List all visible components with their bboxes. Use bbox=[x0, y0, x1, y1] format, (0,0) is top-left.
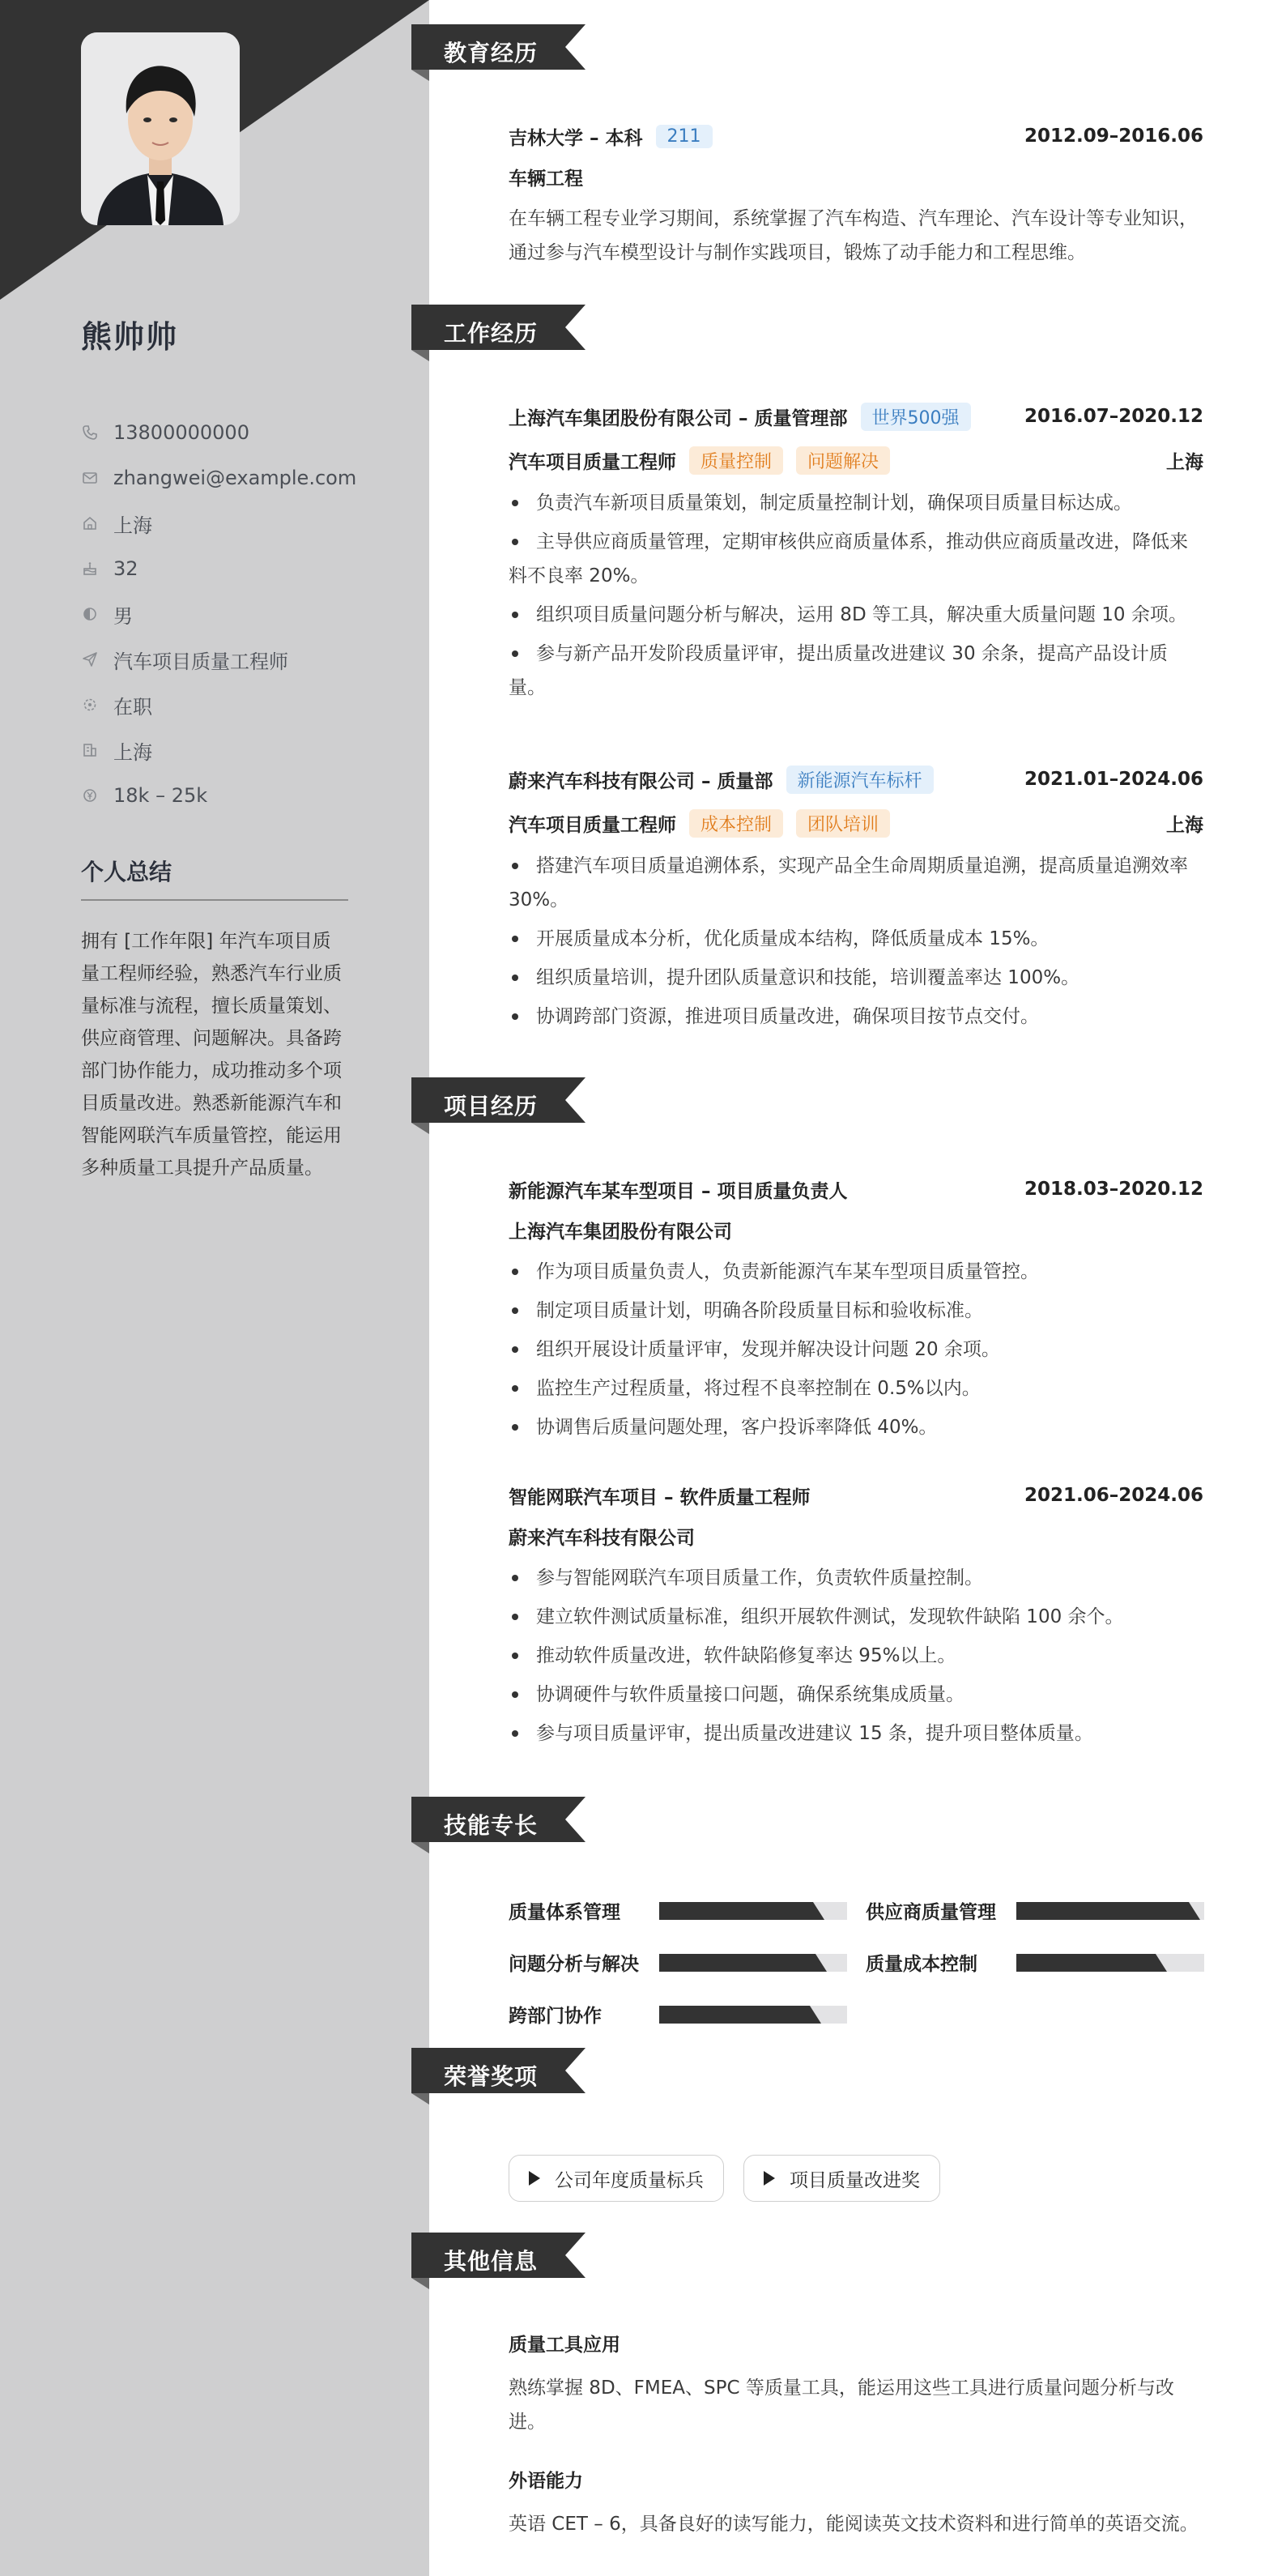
project-entry bbox=[509, 1173, 1203, 1449]
major: 车辆工程 bbox=[509, 168, 583, 190]
award-chip bbox=[509, 2155, 724, 2202]
list-item: 组织质量培训，提升团队质量意识和技能，培训覆盖率达 100%。 bbox=[509, 961, 1203, 995]
cake-icon bbox=[81, 560, 99, 578]
info-status bbox=[81, 682, 356, 727]
play-icon bbox=[764, 2171, 775, 2186]
candidate-name: 熊帅帅 bbox=[81, 319, 179, 355]
info-work-city bbox=[81, 727, 356, 773]
project-date: 2018.03–2020.12 bbox=[1024, 1179, 1203, 1200]
award-label: 公司年度质量标兵 bbox=[555, 2169, 704, 2191]
sidebar bbox=[0, 0, 429, 2576]
gender-icon bbox=[81, 605, 99, 623]
other-text: 熟练掌握 8D、FMEA、SPC 等质量工具，能运用这些工具进行质量问题分析与改进。 bbox=[509, 2378, 1174, 2433]
home-icon bbox=[81, 514, 99, 532]
skill-name: 质量体系管理 bbox=[509, 1902, 620, 1923]
skill-tag: 质量控制 bbox=[689, 446, 783, 475]
company-name: 蔚来汽车科技有限公司 – 质量部 bbox=[509, 770, 773, 792]
info-phone bbox=[81, 410, 356, 455]
status-icon bbox=[81, 696, 99, 714]
list-item: 主导供应商质量管理，定期审核供应商质量体系，推动供应商质量改进，降低来料不良率 20%。 bbox=[509, 525, 1203, 593]
email-text: zhangwei@example.com bbox=[113, 467, 357, 489]
info-gender bbox=[81, 591, 356, 637]
other-title: 质量工具应用 bbox=[509, 2335, 620, 2356]
summary-divider bbox=[81, 899, 348, 901]
info-residence bbox=[81, 501, 356, 546]
section-title-work: 工作经历 bbox=[444, 320, 539, 347]
project-name: 新能源汽车某车型项目 – 项目质量负责人 bbox=[509, 1180, 848, 1202]
skill-bar-fill bbox=[1016, 1954, 1204, 1972]
project-name: 智能网联汽车项目 – 软件质量工程师 bbox=[509, 1486, 811, 1508]
phone-text: 13800000000 bbox=[113, 421, 249, 444]
other-title: 外语能力 bbox=[509, 2471, 583, 2492]
list-item: 监控生产过程质量，将过程不良率控制在 0.5%以内。 bbox=[509, 1371, 1203, 1405]
section-title-education: 教育经历 bbox=[444, 40, 539, 66]
job-role: 汽车项目质量工程师 bbox=[509, 814, 676, 836]
work-city-text: 上海 bbox=[113, 740, 152, 764]
section-title-projects: 项目经历 bbox=[444, 1093, 539, 1120]
work-city: 上海 bbox=[1166, 814, 1203, 836]
award-label: 项目质量改进奖 bbox=[790, 2169, 920, 2191]
job-role: 汽车项目质量工程师 bbox=[509, 451, 676, 473]
contact-info-list bbox=[81, 410, 356, 818]
list-item: 作为项目质量负责人，负责新能源汽车某车型项目质量管控。 bbox=[509, 1255, 1203, 1289]
list-item: 协调售后质量问题处理，客户投诉率降低 40%。 bbox=[509, 1410, 1203, 1444]
skill-bar bbox=[659, 1954, 847, 1972]
salary-icon bbox=[81, 787, 99, 804]
list-item: 参与项目质量评审，提出质量改进建议 15 条，提升项目整体质量。 bbox=[509, 1717, 1203, 1751]
skill-name: 跨部门协作 bbox=[509, 2006, 602, 2027]
skill-item bbox=[866, 1897, 1204, 1924]
project-company: 上海汽车集团股份有限公司 bbox=[509, 1222, 732, 1243]
skill-bar-fill bbox=[659, 1954, 847, 1972]
mail-icon bbox=[81, 469, 99, 487]
other-entry bbox=[509, 2466, 1203, 2541]
list-item: 协调跨部门资源，推进项目质量改进，确保项目按节点交付。 bbox=[509, 1000, 1203, 1034]
work-date: 2016.07–2020.12 bbox=[1024, 406, 1203, 427]
skill-item bbox=[866, 1949, 1204, 1976]
gender-text: 男 bbox=[113, 604, 133, 628]
list-item: 组织开展设计质量评审，发现并解决设计问题 20 余项。 bbox=[509, 1333, 1203, 1367]
section-head-skills bbox=[411, 1797, 598, 1866]
section-title-other: 其他信息 bbox=[444, 2248, 539, 2275]
section-head-work bbox=[411, 305, 598, 374]
skill-tag: 问题解决 bbox=[796, 446, 890, 475]
residence-text: 上海 bbox=[113, 514, 152, 537]
education-date: 2012.09–2016.06 bbox=[1024, 126, 1203, 147]
project-bullets bbox=[509, 1255, 1203, 1444]
skill-name: 问题分析与解决 bbox=[509, 1954, 639, 1975]
skill-bar-fill bbox=[659, 2006, 847, 2024]
project-date: 2021.06–2024.06 bbox=[1024, 1485, 1203, 1506]
school-tag: 211 bbox=[656, 125, 713, 148]
section-head-projects bbox=[411, 1077, 598, 1147]
other-text: 英语 CET – 6，具备良好的读写能力，能阅读英文技术资料和进行简单的英语交流。 bbox=[509, 2514, 1199, 2535]
summary-title: 个人总结 bbox=[81, 859, 172, 885]
company-tag: 世界500强 bbox=[861, 403, 971, 431]
building-icon bbox=[81, 741, 99, 759]
work-city: 上海 bbox=[1166, 451, 1203, 473]
work-entry bbox=[509, 763, 1203, 1039]
school-name: 吉林大学 – 本科 bbox=[509, 127, 643, 149]
other-entry bbox=[509, 2330, 1203, 2439]
section-head-other bbox=[411, 2233, 598, 2302]
work-bullets bbox=[509, 849, 1203, 1034]
play-icon bbox=[529, 2171, 540, 2186]
skill-item bbox=[509, 1949, 847, 1976]
section-title-skills: 技能专长 bbox=[444, 1812, 539, 1839]
list-item: 制定项目质量计划，明确各阶段质量目标和验收标准。 bbox=[509, 1294, 1203, 1328]
list-item: 推动软件质量改进，软件缺陷修复率达 95%以上。 bbox=[509, 1639, 1203, 1673]
list-item: 建立软件测试质量标准，组织开展软件测试，发现软件缺陷 100 余个。 bbox=[509, 1600, 1203, 1634]
project-entry bbox=[509, 1479, 1203, 1755]
skill-item bbox=[509, 1897, 847, 1924]
skill-item bbox=[509, 2001, 847, 2028]
list-item: 负责汽车新项目质量策划，制定质量控制计划，确保项目质量目标达成。 bbox=[509, 486, 1203, 520]
skill-bar bbox=[659, 1902, 847, 1920]
work-entry bbox=[509, 400, 1203, 710]
skill-bar bbox=[1016, 1954, 1204, 1972]
list-item: 协调硬件与软件质量接口问题，确保系统集成质量。 bbox=[509, 1678, 1203, 1712]
avatar bbox=[81, 32, 240, 225]
salary-text: 18k – 25k bbox=[113, 784, 208, 807]
skill-bar-fill bbox=[1016, 1902, 1204, 1920]
skill-tag: 成本控制 bbox=[689, 809, 783, 838]
skill-name: 质量成本控制 bbox=[866, 1954, 977, 1975]
list-item: 开展质量成本分析，优化质量成本结构，降低质量成本 15%。 bbox=[509, 922, 1203, 956]
company-name: 上海汽车集团股份有限公司 – 质量管理部 bbox=[509, 407, 848, 429]
skill-bar bbox=[659, 2006, 847, 2024]
status-text: 在职 bbox=[113, 695, 152, 719]
position-text: 汽车项目质量工程师 bbox=[113, 650, 288, 673]
list-item: 参与智能网联汽车项目质量工作，负责软件质量控制。 bbox=[509, 1561, 1203, 1595]
info-email bbox=[81, 455, 356, 501]
list-item: 参与新产品开发阶段质量评审，提出质量改进建议 30 余条，提高产品设计质量。 bbox=[509, 637, 1203, 705]
info-age bbox=[81, 546, 356, 591]
age-text: 32 bbox=[113, 557, 138, 580]
list-item: 搭建汽车项目质量追溯体系，实现产品全生命周期质量追溯，提高质量追溯效率 30%。 bbox=[509, 849, 1203, 917]
work-bullets bbox=[509, 486, 1203, 705]
phone-icon bbox=[81, 424, 99, 441]
section-head-honors bbox=[411, 2048, 598, 2118]
skill-name: 供应商质量管理 bbox=[866, 1902, 996, 1923]
project-company: 蔚来汽车科技有限公司 bbox=[509, 1528, 695, 1549]
summary-text: 拥有 [工作年限] 年汽车项目质量工程师经验，熟悉汽车行业质量标准与流程，擅长质量策划、供应商管理、问题解决。具备跨部门协作能力，成功推动多个项目质量改进。熟悉新能源汽车和智能网联汽车质量管控，能运用多种质量工具提升产品质量。 bbox=[81, 931, 342, 1179]
education-desc: 在车辆工程专业学习期间，系统掌握了汽车构造、汽车理论、汽车设计等专业知识，通过参与汽车模型设计与制作实践项目，锻炼了动手能力和工程思维。 bbox=[509, 208, 1198, 263]
project-bullets bbox=[509, 1561, 1203, 1751]
section-title-honors: 荣誉奖项 bbox=[444, 2063, 539, 2090]
section-head-education bbox=[411, 24, 598, 94]
company-tag: 新能源汽车标杆 bbox=[786, 766, 934, 794]
skill-tag: 团队培训 bbox=[796, 809, 890, 838]
info-salary bbox=[81, 773, 356, 818]
info-position bbox=[81, 637, 356, 682]
award-chip bbox=[743, 2155, 940, 2202]
work-date: 2021.01–2024.06 bbox=[1024, 769, 1203, 790]
education-entry bbox=[509, 120, 1203, 270]
skill-bar-fill bbox=[659, 1902, 847, 1920]
list-item: 组织项目质量问题分析与解决，运用 8D 等工具，解决重大质量问题 10 余项。 bbox=[509, 598, 1203, 632]
skill-bar bbox=[1016, 1902, 1204, 1920]
send-icon bbox=[81, 650, 99, 668]
